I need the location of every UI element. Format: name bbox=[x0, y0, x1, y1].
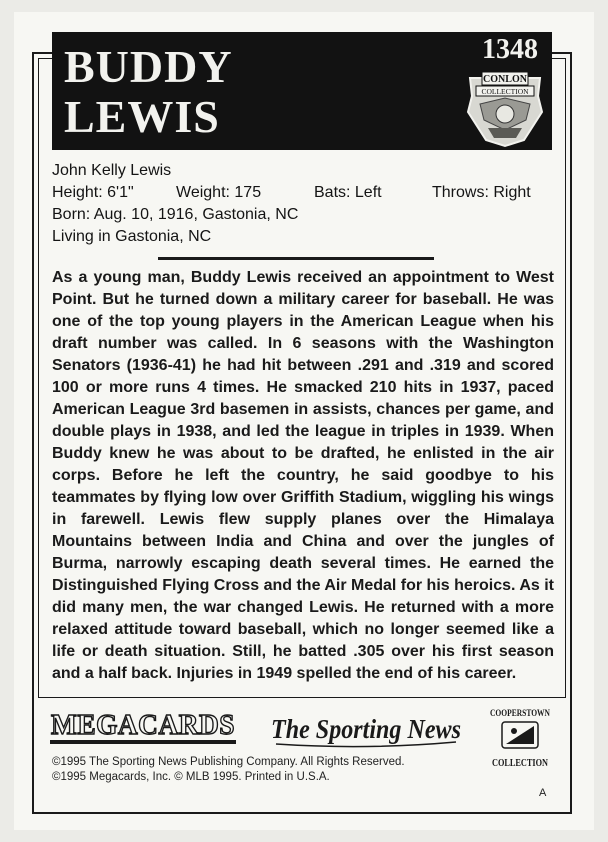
cooperstown-collection-logo bbox=[488, 704, 552, 774]
copyright-line-2: ©1995 Megacards, Inc. © MLB 1995. Printed in U.S.A. bbox=[52, 771, 330, 783]
print-code: A bbox=[539, 787, 547, 799]
divider bbox=[158, 257, 434, 260]
player-last-name: LEWIS bbox=[64, 91, 220, 142]
bats-stat: Bats: Left bbox=[314, 184, 382, 201]
height-stat: Height: 6'1" bbox=[52, 184, 134, 201]
sporting-news-logo bbox=[266, 702, 466, 752]
throws-stat: Throws: Right bbox=[432, 184, 531, 201]
biography-text: As a young man, Buddy Lewis received an appointment to West Point. But he turned down a military career for baseball. He was one of the top young players in the American League when his draft number was called. In 6 seasons with the Washington Senators (1936-41) he had hit between .291 and .319 and scored 100 or more runs 4 times. He smacked 210 hits in 1937, paced American League 3rd basemen in assists, chances per game, and double plays in 1938, and led the league in triples in 1939. When Buddy knew he was about to be drafted, he enlisted in the air corps. Before he left the country, he said goodbye to his teammates by flying low over Griffith Stadium, wiggling his wings in farewell. Lewis flew supply planes over the Himalaya Mountains between India and China and over the jungles of Burma, narrowly escaping death several times. He earned the Distinguished Flying Cross and the Air Medal for his heroics. As it did many men, the war changed Lewis. He returned with a more relaxed attitude toward baseball, which no longer seemed like a life or death situation. Still, he batted .305 over his first season and a half back. Injuries in 1949 spelled the end of his career. bbox=[52, 269, 554, 682]
megacards-logo-text: MEGACARDS bbox=[51, 710, 235, 741]
megacards-logo bbox=[48, 704, 238, 748]
card-number: 1348 bbox=[482, 34, 538, 65]
collection-logo-text: COLLECTION bbox=[481, 87, 529, 96]
conlon-logo-text: CONLON bbox=[483, 74, 527, 85]
copyright-line-1: ©1995 The Sporting News Publishing Company. All Rights Reserved. bbox=[52, 756, 405, 768]
full-name: John Kelly Lewis bbox=[52, 162, 172, 179]
birth-info: Born: Aug. 10, 1916, Gastonia, NC bbox=[52, 206, 299, 223]
physical-stats bbox=[52, 182, 552, 204]
collection-text: COLLECTION bbox=[492, 758, 549, 769]
conlon-collection-logo bbox=[464, 68, 546, 148]
player-first-name: BUDDY bbox=[64, 41, 233, 92]
residence-info: Living in Gastonia, NC bbox=[52, 228, 212, 245]
sporting-news-logo-text: The Sporting News bbox=[271, 714, 461, 744]
cooperstown-logo-text: COOPERSTOWN bbox=[490, 708, 551, 718]
weight-stat: Weight: 175 bbox=[176, 184, 262, 201]
